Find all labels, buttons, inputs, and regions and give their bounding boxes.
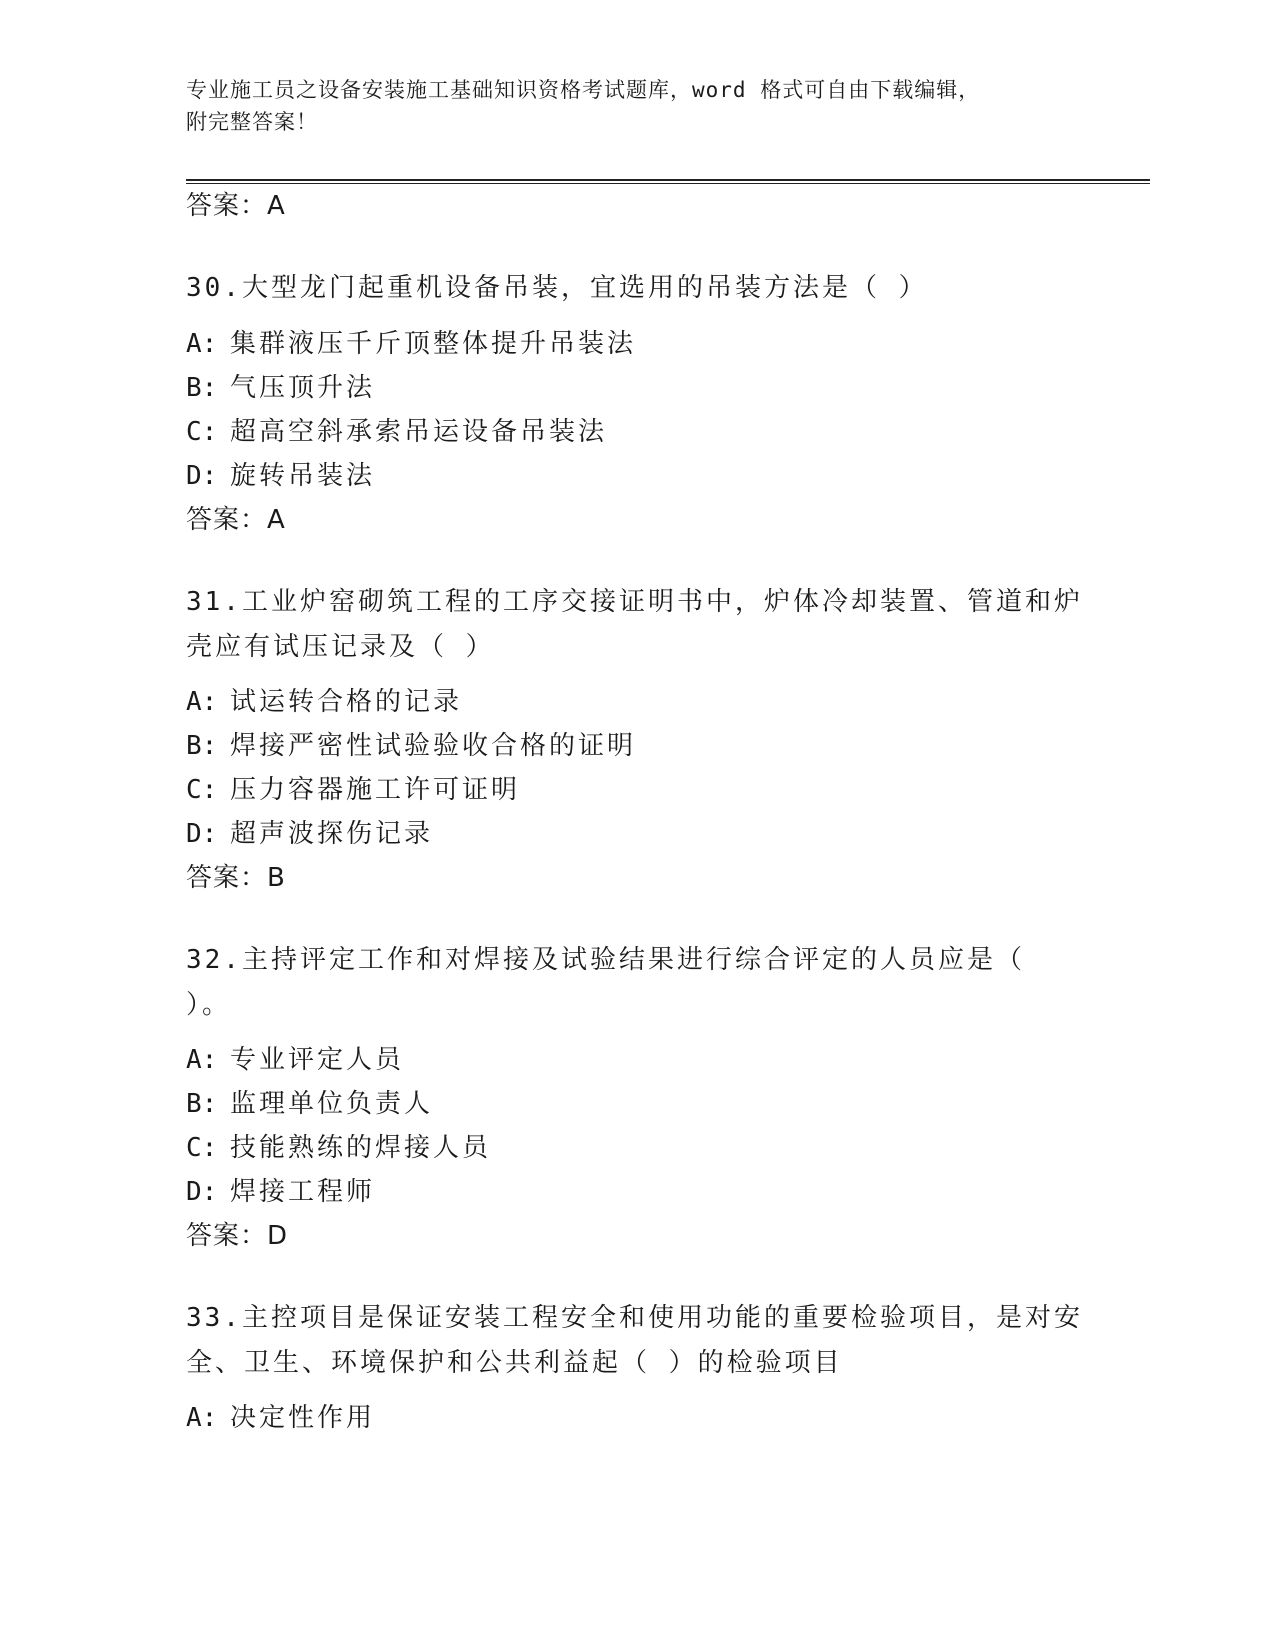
option-text: 集群液压千斤顶整体提升吊装法 (230, 329, 637, 359)
option-text: 压力容器施工许可证明 (230, 775, 521, 805)
document-header (186, 74, 1066, 138)
option-text: 超声波探伤记录 (230, 819, 434, 849)
option-label: B: (186, 1089, 218, 1119)
question-33-option-a (186, 1402, 375, 1434)
question-32-option-b (186, 1088, 433, 1120)
question-number: 30. (186, 273, 242, 303)
question-30-option-d (186, 460, 375, 492)
option-text: 监理单位负责人 (230, 1089, 434, 1119)
question-32-answer (186, 1220, 288, 1252)
answer-value: D (267, 1221, 289, 1251)
question-text: 主控项目是保证安装工程安全和使用功能的重要检验项目，是对安全、卫生、环境保护和公共利益起（ ）的检验项目 (186, 1303, 1083, 1378)
question-text: 大型龙门起重机设备吊装，宜选用的吊装方法是（ ） (241, 273, 928, 303)
option-text: 旋转吊装法 (230, 461, 376, 491)
option-label: A: (186, 329, 218, 359)
answer-label: 答案： (186, 191, 268, 221)
question-31-option-b (186, 730, 636, 762)
option-label: B: (186, 731, 218, 761)
option-label: B: (186, 373, 218, 403)
question-text: 主持评定工作和对焊接及试验结果进行综合评定的人员应是（ ）。 (186, 945, 1025, 1020)
question-31-option-a (186, 686, 462, 718)
question-32-stem (186, 938, 1086, 1028)
question-32-option-d (186, 1176, 375, 1208)
option-label: A: (186, 1403, 218, 1433)
question-30-option-a (186, 328, 636, 360)
question-text: 工业炉窑砌筑工程的工序交接证明书中，炉体冷却装置、管道和炉壳应有试压记录及（ ） (186, 587, 1083, 662)
header-line-2: 附完整答案！ (186, 110, 318, 134)
option-text: 气压顶升法 (230, 373, 376, 403)
option-text: 焊接工程师 (230, 1177, 376, 1207)
answer-value: A (267, 505, 286, 535)
option-label: D: (186, 1177, 218, 1207)
option-label: D: (186, 819, 218, 849)
question-31-stem (186, 580, 1086, 670)
question-number: 31. (186, 587, 242, 617)
question-30-option-b (186, 372, 375, 404)
question-number: 32. (186, 945, 242, 975)
option-text: 技能熟练的焊接人员 (230, 1133, 492, 1163)
option-text: 焊接严密性试验验收合格的证明 (230, 731, 637, 761)
option-label: A: (186, 687, 218, 717)
option-text: 专业评定人员 (230, 1045, 405, 1075)
question-31-option-c (186, 774, 520, 806)
header-line-1: 专业施工员之设备安装施工基础知识资格考试题库，word 格式可自由下载编辑， (186, 78, 981, 102)
option-label: C: (186, 1133, 218, 1163)
option-label: A: (186, 1045, 218, 1075)
question-31-option-d (186, 818, 433, 850)
answer-value: B (267, 863, 286, 893)
question-30-stem (186, 266, 1086, 311)
question-33-stem (186, 1296, 1086, 1386)
question-30-option-c (186, 416, 607, 448)
question-32-option-a (186, 1044, 404, 1076)
answer-value: A (267, 191, 286, 221)
question-32-option-c (186, 1132, 491, 1164)
header-divider (186, 179, 1150, 184)
answer-label: 答案： (186, 505, 268, 535)
answer-prev (186, 190, 286, 222)
question-31-answer (186, 862, 286, 894)
question-number: 33. (186, 1303, 242, 1333)
option-label: D: (186, 461, 218, 491)
option-label: C: (186, 775, 218, 805)
option-text: 决定性作用 (230, 1403, 376, 1433)
answer-label: 答案： (186, 863, 268, 893)
option-text: 试运转合格的记录 (230, 687, 463, 717)
option-text: 超高空斜承索吊运设备吊装法 (230, 417, 608, 447)
question-30-answer (186, 504, 286, 536)
answer-label: 答案： (186, 1221, 268, 1251)
option-label: C: (186, 417, 218, 447)
